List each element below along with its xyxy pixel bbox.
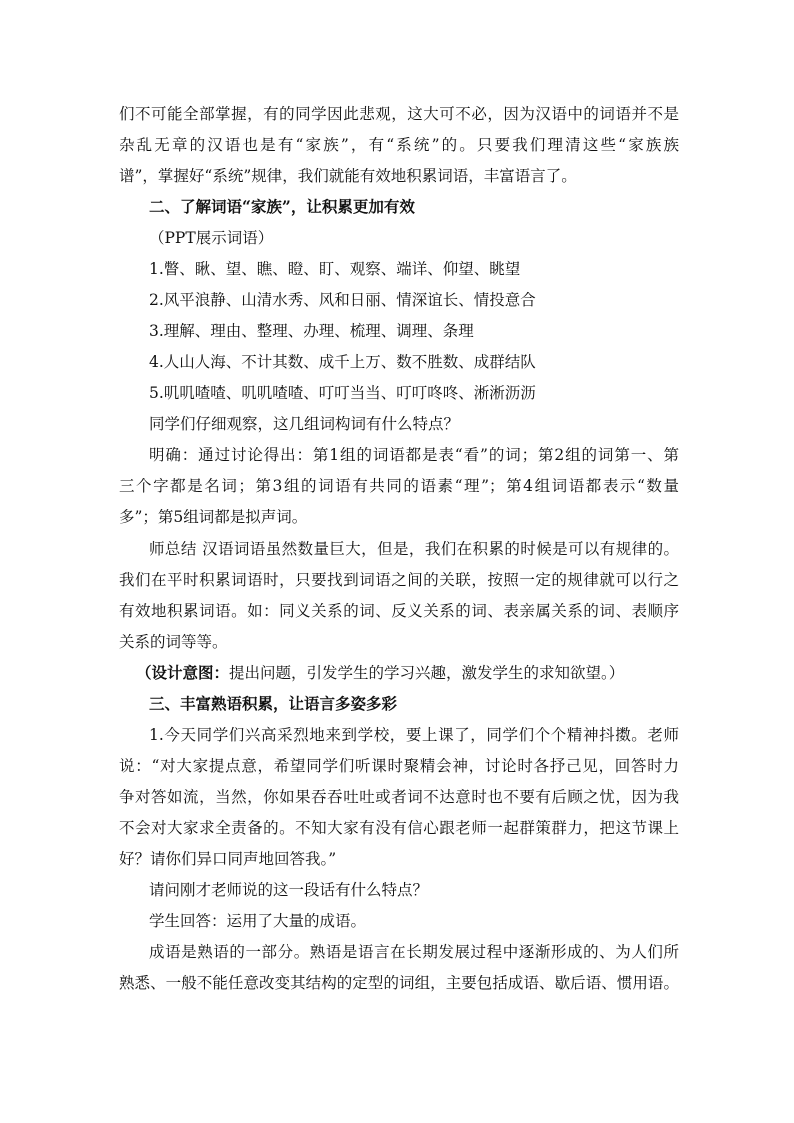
paragraph-line: 1.今天同学们兴高采烈地来到学校，要上课了，同学们个个精神抖擞。老师 [149, 726, 679, 744]
answer-line: 三个字都是名词；第3组的词语有共同的语素“理”；第4组词语都表示“数量 [119, 477, 679, 495]
section-heading: 三、丰富熟语积累，让语言多姿多彩 [149, 694, 398, 713]
paragraph-line: 不会对大家求全责备的。不知大家有没有信心跟老师一起群策群力，把这节课上 [119, 819, 679, 837]
ppt-note: （PPT展示词语） [149, 229, 274, 247]
word-group-3: 3.理解、理由、整理、办理、梳理、调理、条理 [149, 322, 474, 340]
design-intent [136, 663, 624, 683]
paragraph-line: 好？请你们异口同声地回答我。” [119, 850, 337, 868]
paragraph-line: 熟悉、一般不能任意改变其结构的定型的词组，主要包括成语、歇后语、惯用语。 [119, 974, 679, 992]
summary-line: 我们在平时积累词语时，只要找到词语之间的关联，按照一定的规律就可以行之 [119, 571, 679, 589]
summary-line: 有效地积累词语。如：同义关系的词、反义关系的词、表亲属关系的词、表顺序 [119, 602, 679, 620]
answer-line: 多”；第5组词都是拟声词。 [119, 508, 308, 526]
paragraph-line: 争对答如流，当然，你如果吞吞吐吐或者词不达意时也不要有后顾之忧，因为我 [119, 788, 679, 806]
word-group-5: 5.叽叽喳喳、叽叽喳喳、叮叮当当、叮叮咚咚、淅淅沥沥 [149, 384, 536, 402]
summary-line: 关系的词等等。 [119, 633, 228, 651]
section-heading: 二、了解词语“家族”，让积累更加有效 [149, 197, 415, 216]
answer-line: 明确：通过讨论得出：第1组的词语都是表“看”的词；第2组的词第一、第 [149, 446, 679, 464]
paragraph-line: 说：“对大家提点意，希望同学们听课时聚精会神，讨论时各抒己见，回答时力 [119, 757, 679, 775]
paragraph-line: 成语是熟语的一部分。熟语是语言在长期发展过程中逐渐形成的、为人们所 [149, 943, 679, 961]
word-group-4: 4.人山人海、不计其数、成千上万、数不胜数、成群结队 [149, 353, 536, 371]
word-group-2: 2.风平浪静、山清水秀、风和日丽、情深谊长、情投意合 [149, 291, 536, 309]
design-intent-text: 提出问题，引发学生的学习兴趣，激发学生的求知欲望。） [229, 664, 625, 682]
word-group-1: 1.瞥、瞅、望、瞧、瞪、盯、观察、端详、仰望、眺望 [149, 260, 521, 278]
paragraph-line: 们不可能全部掌握，有的同学因此悲观，这大可不必，因为汉语中的词语并不是 [119, 105, 679, 123]
summary-line: 师总结 汉语词语虽然数量巨大，但是，我们在积累的时候是可以有规律的。 [149, 540, 679, 558]
paragraph-line: 谱”，掌握好“系统”规律，我们就能有效地积累词语，丰富语言了。 [119, 167, 577, 185]
question-line: 同学们仔细观察，这几组词构词有什么特点？ [149, 415, 460, 433]
design-intent-label: （设计意图： [136, 663, 230, 682]
answer-line: 学生回答：运用了大量的成语。 [149, 912, 367, 930]
question-line: 请问刚才老师说的这一段话有什么特点？ [149, 881, 429, 899]
paragraph-line: 杂乱无章的汉语也是有“家族”，有“系统”的。只要我们理清这些“家族族 [119, 136, 679, 154]
